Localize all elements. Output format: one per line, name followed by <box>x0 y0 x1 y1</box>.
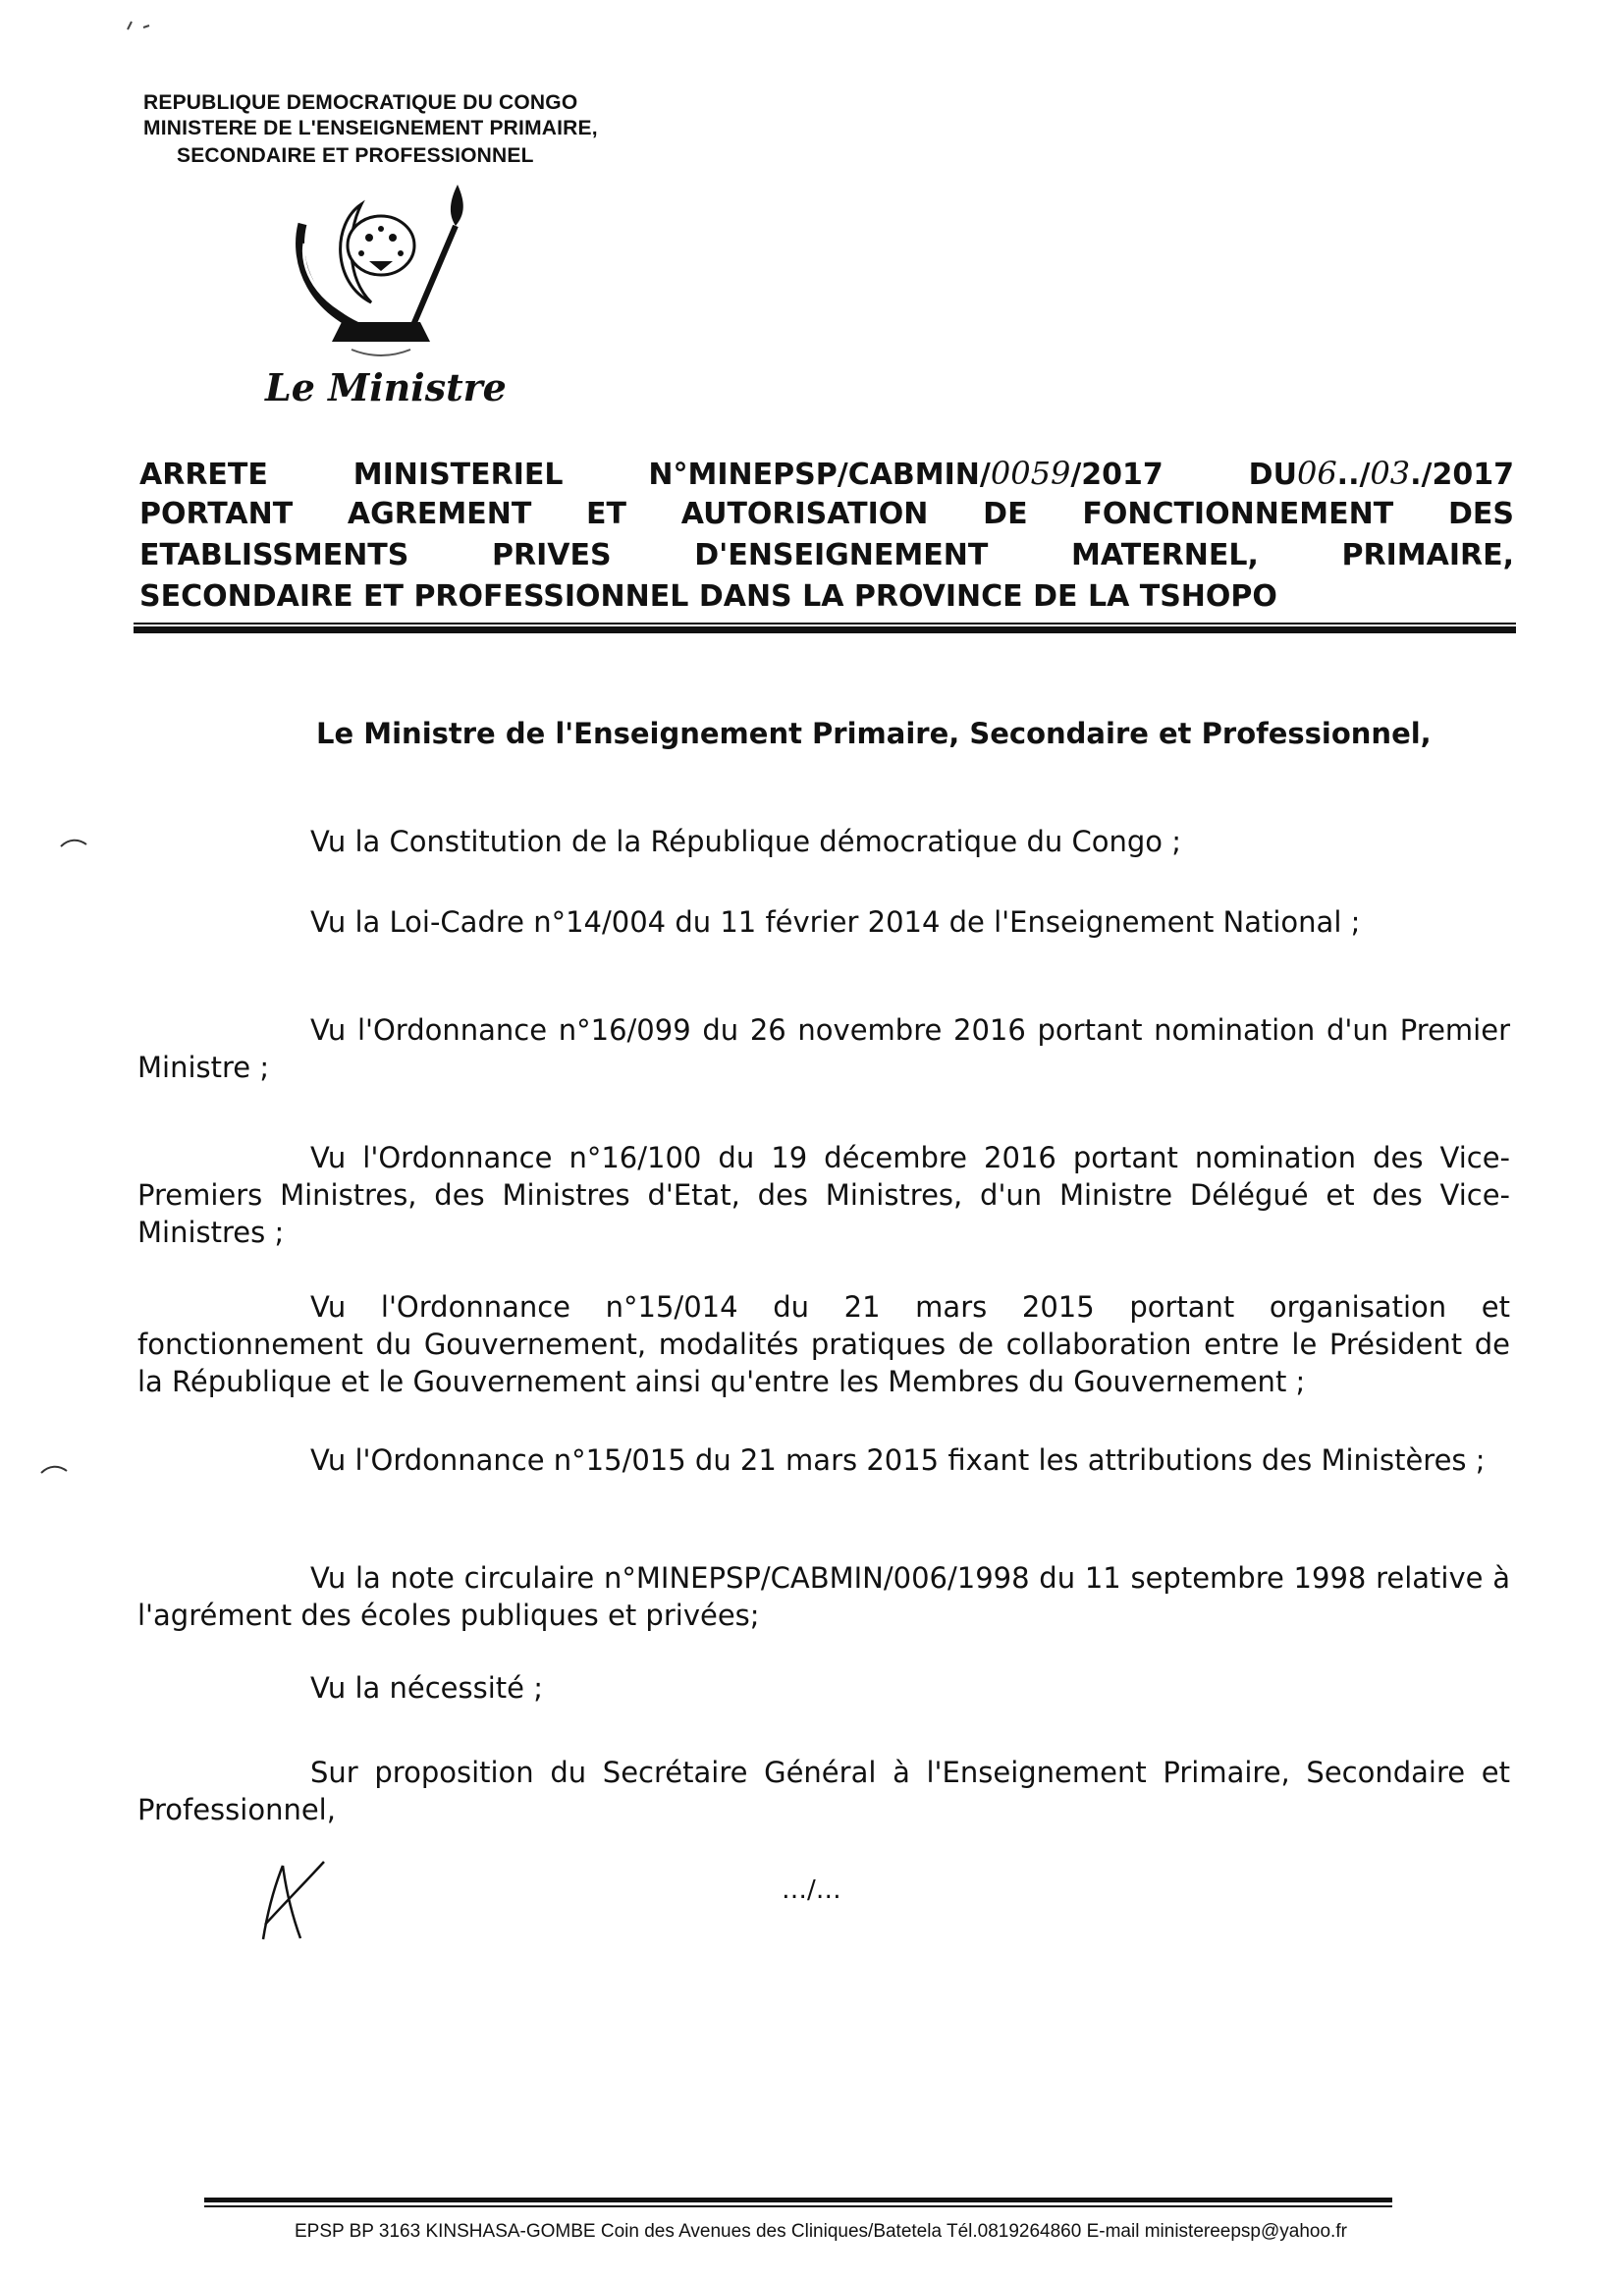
decree-title-line-1 <box>139 454 1514 495</box>
date-separator: ../ <box>1336 458 1371 492</box>
consideration-ordonnance-15-015: Vu l'Ordonnance n°15/015 du 21 mars 2015 fixant les attributions des Ministères ; <box>310 1443 1486 1477</box>
margin-mark <box>39 1463 69 1475</box>
consideration-ordonnance-15-014: Vu l'Ordonnance n°15/014 du 21 mars 2015 portant organisation et fonctionnement du Gouvernement, modalités pratiques de collaboration entre le Président de la République et le Gouvernement ainsi qu'entre les Membres du Gouvernement ; <box>137 1290 1510 1398</box>
decree-title-line-2: PORTANT AGREMENT ET AUTORISATION DE FONCTIONNEMENT DES <box>139 497 1514 531</box>
coat-of-arms-emblem <box>263 175 499 371</box>
decree-title-line-4: SECONDAIRE ET PROFESSIONNEL DANS LA PROVINCE DE LA TSHOPO <box>139 579 1277 614</box>
letterhead-country: REPUBLIQUE DEMOCRATIQUE DU CONGO <box>143 91 578 114</box>
title-divider-thin <box>134 623 1516 625</box>
letterhead-ministry-cont: SECONDAIRE ET PROFESSIONNEL <box>177 144 534 167</box>
title-divider-thick <box>134 626 1516 633</box>
consideration-proposition: Sur proposition du Secrétaire Général à l'Enseignement Primaire, Secondaire et Professionnel, <box>137 1756 1510 1826</box>
decree-reference: ARRETE MINISTERIEL N°MINEPSP/CABMIN/ <box>139 458 991 492</box>
minister-heading: Le Ministre de l'Enseignement Primaire, Secondaire et Professionnel, <box>316 717 1432 750</box>
decree-year: /2017 DU <box>1070 458 1297 492</box>
handwritten-day: 06 <box>1296 455 1337 492</box>
consideration-note-circulaire: Vu la note circulaire n°MINEPSP/CABMIN/006/1998 du 11 septembre 1998 relative à l'agrément des écoles publiques et privées; <box>137 1561 1510 1632</box>
consideration-ordonnance-16-099: Vu l'Ordonnance n°16/099 du 26 novembre 2016 portant nomination d'un Premier Ministre ; <box>137 1013 1510 1084</box>
date-year: ./2017 <box>1410 458 1514 492</box>
decree-title-line-3: ETABLISSMENTS PRIVES D'ENSEIGNEMENT MATERNEL, PRIMAIRE, <box>139 538 1514 572</box>
footer-contact: EPSP BP 3163 KINSHASA-GOMBE Coin des Avenues des Cliniques/Batetela Tél.0819264860 E-mail ministereepsp@yahoo.fr <box>295 2221 1347 2242</box>
handwritten-month: 03 <box>1370 455 1411 492</box>
letterhead-ministry: MINISTERE DE L'ENSEIGNEMENT PRIMAIRE, <box>143 117 598 139</box>
footer-divider-thick <box>204 2198 1392 2202</box>
minister-office-label: Le Ministre <box>265 365 507 409</box>
handwritten-decree-number: 0059 <box>990 455 1071 492</box>
footer-divider-thin <box>204 2205 1392 2207</box>
continuation-mark: …/… <box>782 1875 841 1905</box>
handwritten-initials <box>253 1856 332 1944</box>
margin-mark <box>59 837 88 848</box>
consideration-ordonnance-16-100: Vu l'Ordonnance n°16/100 du 19 décembre 2016 portant nomination des Vice-Premiers Ministres, des Ministres d'Etat, des Ministres, d'un Ministre Délégué et des Vice-Ministres ; <box>137 1141 1510 1249</box>
consideration-constitution: Vu la Constitution de la République démocratique du Congo ; <box>310 825 1181 858</box>
consideration-loi-cadre: Vu la Loi-Cadre n°14/004 du 11 février 2014 de l'Enseignement National ; <box>310 905 1361 939</box>
scan-mark <box>126 18 165 33</box>
consideration-necessite: Vu la nécessité ; <box>310 1671 543 1705</box>
